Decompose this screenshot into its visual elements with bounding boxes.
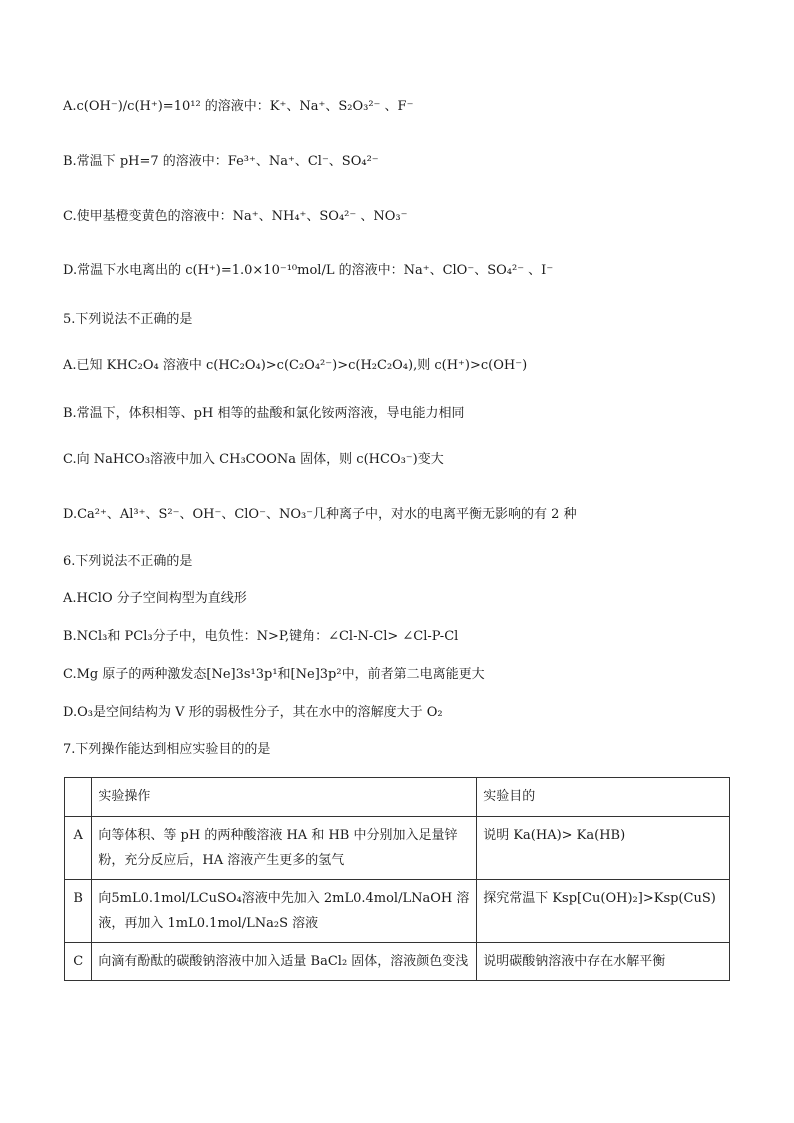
question-5-option-a: A.已知 KHC₂O₄ 溶液中 c(HC₂O₄)>c(C₂O₄²⁻)>c(H₂C₂O₄),则 c(H⁺)>c(OH⁻) — [63, 358, 528, 373]
header-purpose: 实验目的 — [477, 778, 730, 817]
question-6-option-d: D.O₃是空间结构为 V 形的弱极性分子，其在水中的溶解度大于 O₂ — [63, 705, 443, 720]
question-6-stem: 6.下列说法不正确的是 — [63, 554, 193, 569]
row-key: B — [65, 880, 92, 943]
question-5-option-d: D.Ca²⁺、Al³⁺、S²⁻、OH⁻、ClO⁻、NO₃⁻几种离子中，对水的电离平衡无影响的有 2 种 — [63, 507, 577, 522]
row-operation: 向5mL0.1mol/LCuSO₄溶液中先加入 2mL0.4mol/LNaOH 溶液，再加入 1mL0.1mol/LNa₂S 溶液 — [92, 880, 477, 943]
table-row — [65, 817, 730, 880]
row-operation: 向滴有酚酞的碳酸钠溶液中加入适量 BaCl₂ 固体，溶液颜色变浅 — [92, 943, 477, 981]
question-4-option-a: A.c(OH⁻)/c(H⁺)=10¹² 的溶液中：K⁺、Na⁺、S₂O₃²⁻ 、F⁻ — [63, 99, 414, 114]
table-row — [65, 880, 730, 943]
question-5-stem: 5.下列说法不正确的是 — [63, 312, 193, 327]
row-key: A — [65, 817, 92, 880]
header-empty-cell — [65, 778, 92, 817]
row-purpose: 说明碳酸钠溶液中存在水解平衡 — [477, 943, 730, 981]
row-operation: 向等体积、等 pH 的两种酸溶液 HA 和 HB 中分别加入足量锌粉，充分反应后，HA 溶液产生更多的氢气 — [92, 817, 477, 880]
question-4-option-b: B.常温下 pH=7 的溶液中：Fe³⁺、Na⁺、Cl⁻、SO₄²⁻ — [63, 154, 379, 169]
experiment-table — [64, 777, 730, 981]
table-header-row — [65, 778, 730, 817]
question-6-option-c: C.Mg 原子的两种激发态[Ne]3s¹3p¹和[Ne]3p²中，前者第二电离能更大 — [63, 667, 485, 682]
question-7-stem: 7.下列操作能达到相应实验目的的是 — [63, 742, 271, 757]
row-key: C — [65, 943, 92, 981]
question-6-option-a: A.HClO 分子空间构型为直线形 — [63, 591, 247, 606]
question-5-option-c: C.向 NaHCO₃溶液中加入 CH₃COONa 固体，则 c(HCO₃⁻)变大 — [63, 452, 444, 467]
header-operation: 实验操作 — [92, 778, 477, 817]
row-purpose: 说明 Ka(HA)> Ka(HB) — [477, 817, 730, 880]
table-row — [65, 943, 730, 981]
row-purpose: 探究常温下 Ksp[Cu(OH)₂]>Ksp(CuS) — [477, 880, 730, 943]
question-6-option-b: B.NCl₃和 PCl₃分子中，电负性：N>P,键角：∠Cl-N-Cl> ∠Cl-P-Cl — [63, 629, 459, 644]
question-4-option-c: C.使甲基橙变黄色的溶液中：Na⁺、NH₄⁺、SO₄²⁻ 、NO₃⁻ — [63, 209, 408, 224]
question-4-option-d: D.常温下水电离出的 c(H⁺)=1.0×10⁻¹⁰mol/L 的溶液中：Na⁺、ClO⁻、SO₄²⁻ 、I⁻ — [63, 263, 554, 278]
question-5-option-b: B.常温下，体积相等、pH 相等的盐酸和氯化铵两溶液，导电能力相同 — [63, 406, 465, 421]
